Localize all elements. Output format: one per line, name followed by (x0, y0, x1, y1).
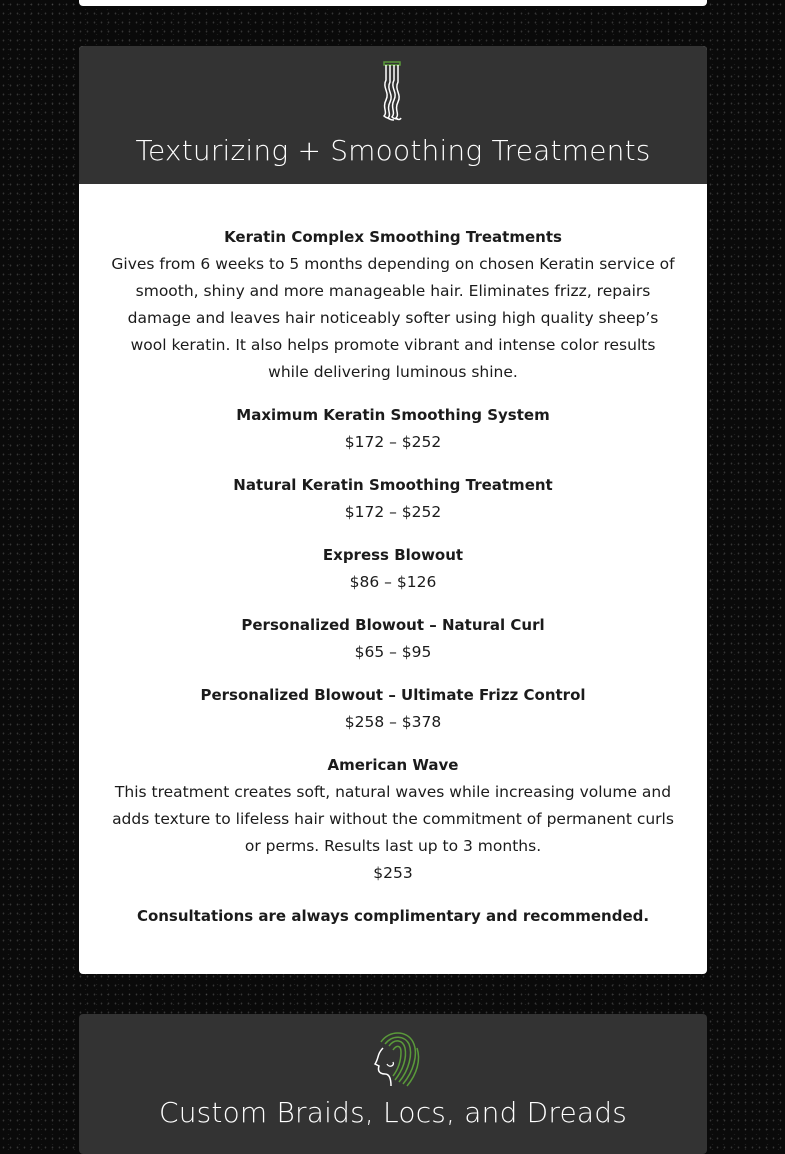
section-header (79, 1014, 707, 1154)
locs-head-icon (363, 1014, 423, 1090)
service-name: Natural Keratin Smoothing Treatment (233, 476, 553, 494)
service-item (109, 612, 677, 666)
service-price: $253 (373, 864, 413, 882)
service-price: $172 – $252 (344, 433, 442, 451)
service-item (109, 472, 677, 526)
service-description: Gives from 6 weeks to 5 months depending on chosen Keratin service of smooth, shiny and more manageable hair. Eliminates frizz, repairs damage and leaves hair noticeably softer using high quality sheep’s wool keratin. It also helps promote vibrant and intense color results while delivering luminous shine. (111, 255, 675, 381)
service-name: Personalized Blowout – Natural Curl (241, 616, 545, 634)
service-item (109, 224, 677, 386)
service-list (79, 184, 707, 930)
section-title: Texturizing + Smoothing Treatments (135, 134, 651, 167)
service-name: Keratin Complex Smoothing Treatments (224, 228, 562, 246)
section-braids-locs (79, 1014, 707, 1154)
section-header (79, 46, 707, 184)
previous-section-card (79, 0, 707, 6)
service-name: Personalized Blowout – Ultimate Frizz Control (200, 686, 586, 704)
service-name: Maximum Keratin Smoothing System (236, 406, 550, 424)
service-price: $172 – $252 (344, 503, 442, 521)
service-description: This treatment creates soft, natural waves while increasing volume and adds texture to lifeless hair without the commitment of permanent curls or perms. Results last up to 3 months. (112, 783, 674, 855)
service-price: $86 – $126 (349, 573, 437, 591)
section-title: Custom Braids, Locs, and Dreads (158, 1096, 628, 1129)
service-name: American Wave (327, 756, 459, 774)
service-price: $258 – $378 (344, 713, 442, 731)
service-price: $65 – $95 (354, 643, 432, 661)
service-item (109, 402, 677, 456)
service-item (109, 542, 677, 596)
service-item (109, 682, 677, 736)
service-name: Express Blowout (322, 546, 464, 564)
service-item (109, 752, 677, 887)
section-texturizing-smoothing (79, 46, 707, 974)
wavy-hair-icon (378, 46, 408, 124)
consultation-note: Consultations are always complimentary and recommended. (136, 907, 650, 925)
